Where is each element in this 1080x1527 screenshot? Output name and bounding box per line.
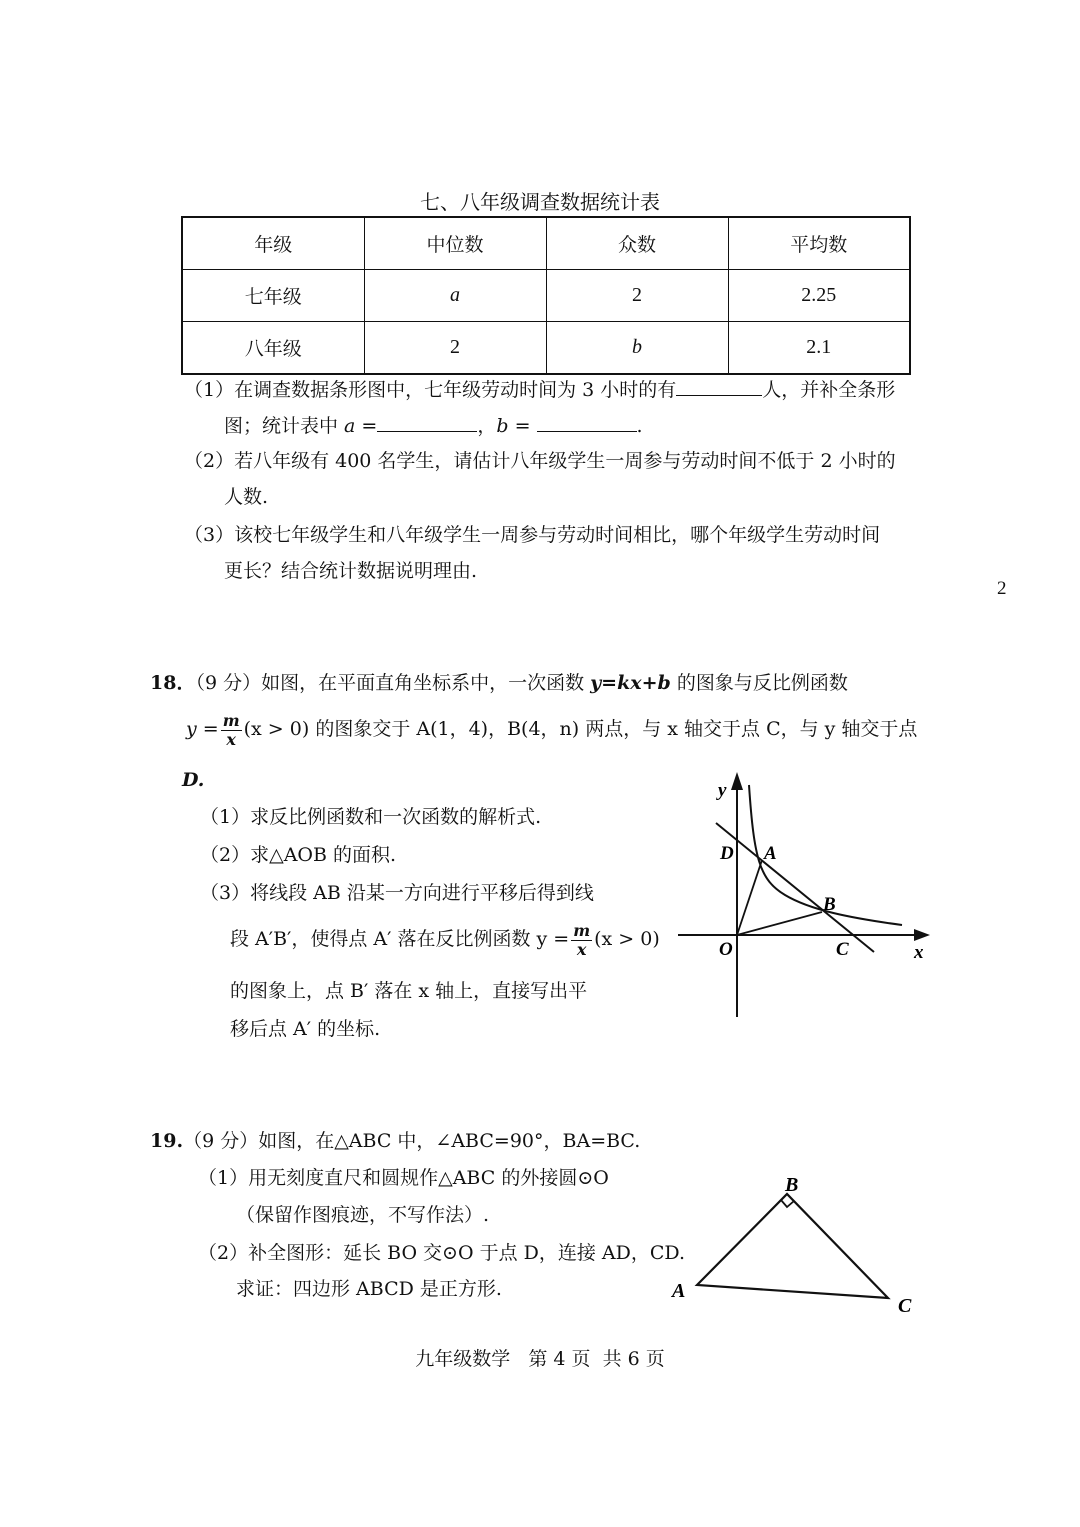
fraction-denominator: x	[576, 939, 587, 959]
q18-text: （9 分）如图，在平面直角坐标系中，一次函数	[195, 672, 591, 694]
question-number: 19.	[150, 1130, 184, 1152]
q17-part3-line1: （3）该校七年级学生和八年级学生一周参与劳动时间相比，哪个年级学生劳动时间	[184, 524, 881, 546]
table-cell: 七年级	[182, 270, 364, 322]
label-D: D	[720, 843, 734, 864]
q18-sub1: （1）求反比例函数和一次函数的解析式.	[200, 806, 542, 828]
q19-sub1-line2: （保留作图痕迹，不写作法）.	[236, 1204, 490, 1226]
table-cell: 2	[546, 270, 728, 322]
q17-part2-line1: （2）若八年级有 400 名学生，请估计八年级学生一周参与劳动时间不低于 2 小时的	[184, 450, 896, 472]
y-equals: y =	[186, 718, 219, 740]
domain-condition: (x > 0)	[243, 718, 310, 740]
q19-text: （9 分）如图，在△ABC 中，∠ABC=90°，BA=BC.	[183, 1130, 641, 1152]
fraction-denominator: x	[226, 729, 236, 749]
label-B: B	[823, 894, 836, 915]
q17-part2-line2: 人数.	[224, 486, 269, 508]
q19-heading	[150, 1130, 640, 1153]
header-cell: 年级	[182, 217, 364, 270]
table-cell: 八年级	[182, 322, 364, 375]
equals-sign: =	[355, 415, 378, 437]
linear-function: y=kx+b	[590, 672, 671, 694]
q18-sub3-line1: （3）将线段 AB 沿某一方向进行平移后得到线	[200, 882, 594, 904]
q17-part1-text: 图；统计表中	[224, 415, 345, 437]
table-cell: b	[546, 322, 728, 375]
q19-sub2-line2: 求证：四边形 ABCD 是正方形.	[236, 1278, 502, 1300]
table-cell: 2	[364, 322, 546, 375]
table-caption: 七、八年级调查数据统计表	[420, 190, 660, 214]
q18-sub2: （2）求△AOB 的面积.	[200, 844, 397, 866]
q19-sub2-line1: （2）补全图形：延长 BO 交⊙O 于点 D，连接 AD，CD.	[198, 1242, 685, 1264]
q17-part3-line2: 更长？结合统计数据说明理由.	[224, 560, 478, 582]
var-a: a	[344, 415, 356, 437]
y-axis-arrow-icon	[731, 772, 743, 790]
table-cell: 2.1	[728, 322, 910, 375]
linear-function-line	[716, 823, 874, 952]
q19-sub1-line1: （1）用无刻度直尺和圆规作△ABC 的外接圆⊙O	[198, 1167, 609, 1189]
label-A: A	[672, 1280, 686, 1302]
triangle-ABC	[697, 1194, 888, 1298]
var-b: b	[496, 415, 509, 437]
header-cell: 中位数	[364, 217, 546, 270]
question-number: 18．	[150, 672, 196, 694]
q18-line3: D.	[182, 769, 205, 791]
segment-OB	[737, 912, 822, 935]
header-cell: 众数	[546, 217, 728, 270]
label-O: O	[719, 939, 733, 960]
label-y: y	[718, 780, 727, 801]
page-footer: 九年级数学 第 4 页 共 6 页	[415, 1348, 665, 1370]
q17-part1-text: （1）在调查数据条形图中，七年级劳动时间为 3 小时的有	[184, 379, 677, 401]
q18-text-cont: 的图象与反比例函数	[670, 672, 848, 694]
label-B: B	[785, 1174, 799, 1196]
q18-sub3-line4: 移后点 A′ 的坐标.	[230, 1018, 381, 1040]
domain-condition: (x > 0)	[594, 928, 660, 950]
period: .	[636, 415, 643, 437]
header-cell: 平均数	[728, 217, 910, 270]
table-cell: 2.25	[728, 270, 910, 322]
label-A: A	[764, 843, 777, 864]
right-angle-mark	[781, 1200, 794, 1207]
q18-text: 段 A′B′，使得点 A′ 落在反比例函数 y =	[230, 928, 570, 950]
fraction-numerator: m	[222, 710, 240, 730]
table-cell: a	[364, 270, 546, 322]
segment-OA	[737, 860, 762, 935]
comma: ，	[477, 415, 497, 437]
x-axis-arrow-icon	[914, 929, 930, 941]
equals-sign: =	[508, 415, 531, 437]
label-C: C	[898, 1295, 912, 1317]
label-C: C	[836, 939, 849, 960]
q17-part1-text-cont: 人，并补全条形	[762, 379, 896, 401]
q18-text: 的图象交于 A(1，4)，B(4，n) 两点，与 x 轴交于点 C，与 y 轴交于点	[309, 718, 918, 740]
fraction-numerator: m	[573, 920, 591, 940]
side-mark: 2	[997, 578, 1007, 599]
label-x: x	[914, 942, 924, 963]
q18-sub3-line3: 的图象上，点 B′ 落在 x 轴上，直接写出平	[230, 980, 588, 1002]
